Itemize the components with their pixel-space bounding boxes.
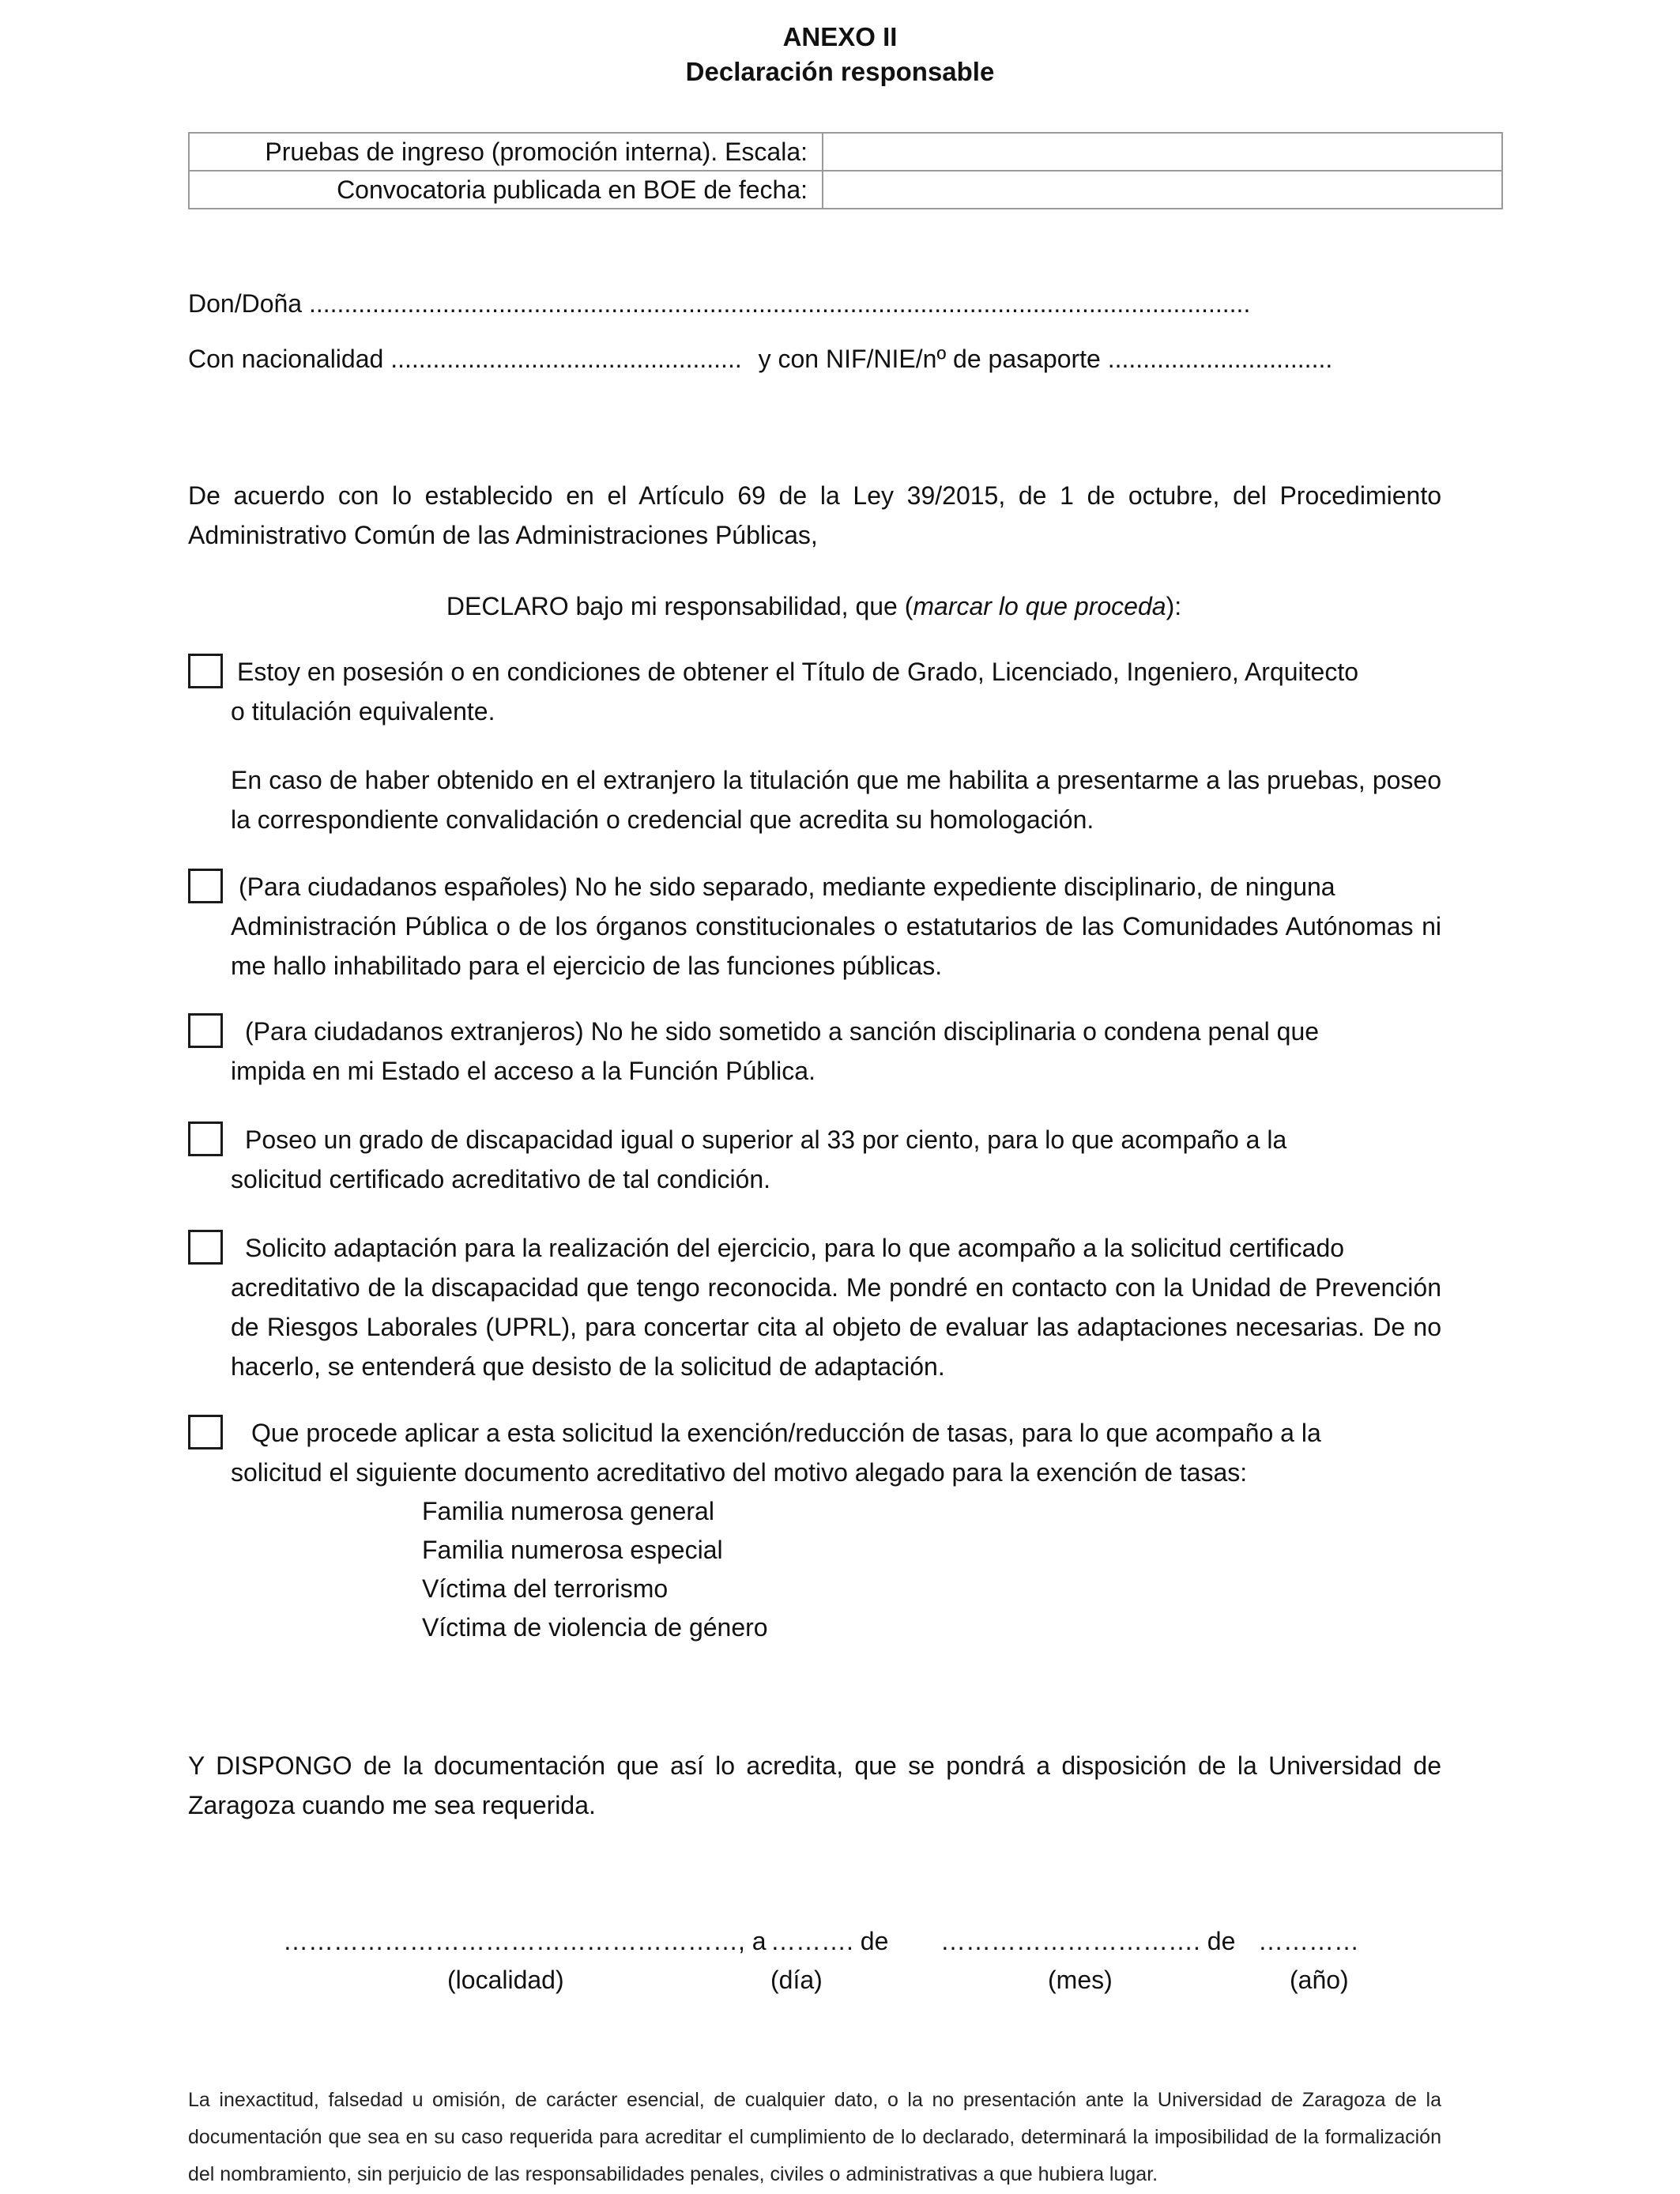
item-adaptacion-line1: Solicito adaptación para la realización del ejercicio, para lo que acompaño a la solicitud certificado <box>245 1234 1345 1262</box>
item-espanoles <box>188 867 1441 986</box>
item-espanoles-rest: Administración Pública o de los órganos constitucionales o estatutarios de las Comunidades Autónomas ni me hallo inhabilitado para el ejercicio de las funciones públicas. <box>231 912 1441 980</box>
option-victima-terrorismo: Víctima del terrorismo <box>422 1574 669 1603</box>
item-tasas-rest: solicitud el siguiente documento acreditativo del motivo alegado para la exención de tasas: <box>231 1458 1248 1487</box>
item-discapacidad-rest: solicitud certificado acreditativo de tal condición. <box>231 1165 771 1193</box>
escala-label: Pruebas de ingreso (promoción interna). Escala: <box>189 133 823 171</box>
legal-footer: La inexactitud, falsedad u omisión, de carácter esencial, de cualquier dato, o la no presentación ante la Universidad de Zaragoza de la documentación que sea en su caso requerida para acreditar el cumplimiento de lo declarado, determinará la imposibilidad de la formalización del nombramiento, sin perjuicio de las responsabilidades penales, civiles o administrativas a que hubiera lugar. <box>188 2089 1441 2185</box>
item-extranjeros-rest: impida en mi Estado el acceso a la Función Pública. <box>231 1057 816 1085</box>
day-field[interactable]: ………. de <box>770 1927 889 1955</box>
declaro-heading <box>0 586 1628 626</box>
item-espanoles-line1: (Para ciudadanos españoles) No he sido separado, mediante expediente disciplinario, de ninguna <box>239 873 1335 901</box>
item-adaptacion <box>188 1228 1441 1386</box>
item-titulo-extra-text: En caso de haber obtenido en el extranjero la titulación que me habilita a presentarme a las pruebas, poseo la correspondiente convalidación o credencial que acredita su homologación. <box>231 766 1441 834</box>
item-discapacidad-line1: Poseo un grado de discapacidad igual o superior al 33 por ciento, para lo que acompaño a la <box>245 1125 1287 1154</box>
option-familia-especial: Familia numerosa especial <box>422 1536 723 1564</box>
locality-field[interactable]: ………………………………………………, a <box>283 1927 767 1955</box>
item-extranjeros <box>188 1012 1441 1091</box>
item-titulo <box>188 652 1441 731</box>
item-tasas <box>188 1413 1441 1492</box>
declaro-italic: marcar lo que proceda <box>913 592 1166 620</box>
name-field[interactable]: Don/Doña ...................................................................................................................................... <box>188 289 1251 318</box>
item-discapacidad <box>188 1120 1441 1199</box>
month-label: (mes) <box>1048 1966 1113 1994</box>
declaro-prefix: DECLARO bajo mi responsabilidad, que ( <box>446 592 913 620</box>
escala-field[interactable] <box>823 133 1502 171</box>
boe-date-label: Convocatoria publicada en BOE de fecha: <box>189 171 823 209</box>
item-titulo-line2: o titulación equivalente. <box>231 697 495 726</box>
intro-paragraph: De acuerdo con lo establecido en el Artículo 69 de la Ley 39/2015, de 1 de octubre, del Procedimiento Administrativo Común de las Administraciones Públicas, <box>188 481 1441 549</box>
month-field[interactable]: …………………………. de <box>940 1927 1236 1955</box>
table-row <box>189 133 1502 171</box>
item-tasas-line1: Que procede aplicar a esta solicitud la exención/reducción de tasas, para lo que acompaño a la <box>251 1419 1321 1447</box>
document-title: ANEXO II <box>782 22 898 51</box>
item-extranjeros-line1: (Para ciudadanos extranjeros) No he sido sometido a sanción disciplinaria o condena penal que <box>245 1017 1320 1046</box>
locality-label: (localidad) <box>447 1966 564 1994</box>
table-row <box>189 171 1502 209</box>
item-titulo-line1: Estoy en posesión o en condiciones de obtener el Título de Grado, Licenciado, Ingeniero, Arquitecto <box>237 658 1359 686</box>
item-adaptacion-rest: acreditativo de la discapacidad que tengo reconocida. Me pondré en contacto con la Unidad de Prevención de Riesgos Laborales (UPRL), para concertar cita al objeto de evaluar las adaptaciones necesarias. De no hacerlo, se entenderá que desisto de la solicitud de adaptación. <box>231 1273 1441 1381</box>
convocatoria-table <box>188 132 1503 209</box>
nif-label: y con NIF/NIE/nº de pasaporte ................................ <box>758 345 1333 373</box>
nationality-field[interactable] <box>188 339 1332 379</box>
day-label: (día) <box>770 1966 823 1994</box>
year-label: (año) <box>1290 1966 1349 1994</box>
year-field[interactable]: ………… <box>1258 1927 1359 1955</box>
boe-date-field[interactable] <box>823 171 1502 209</box>
option-victima-violencia: Víctima de violencia de género <box>422 1613 768 1642</box>
item-titulo-extra <box>188 760 1441 839</box>
document-subtitle: Declaración responsable <box>685 57 995 86</box>
dispongo-paragraph: Y DISPONGO de la documentación que así lo acredita, que se pondrá a disposición de la Universidad de Zaragoza cuando me sea requerida. <box>188 1751 1441 1819</box>
declaro-suffix: ): <box>1166 592 1182 620</box>
option-familia-general: Familia numerosa general <box>422 1497 714 1525</box>
nationality-label: Con nacionalidad .................................................. <box>188 345 742 373</box>
